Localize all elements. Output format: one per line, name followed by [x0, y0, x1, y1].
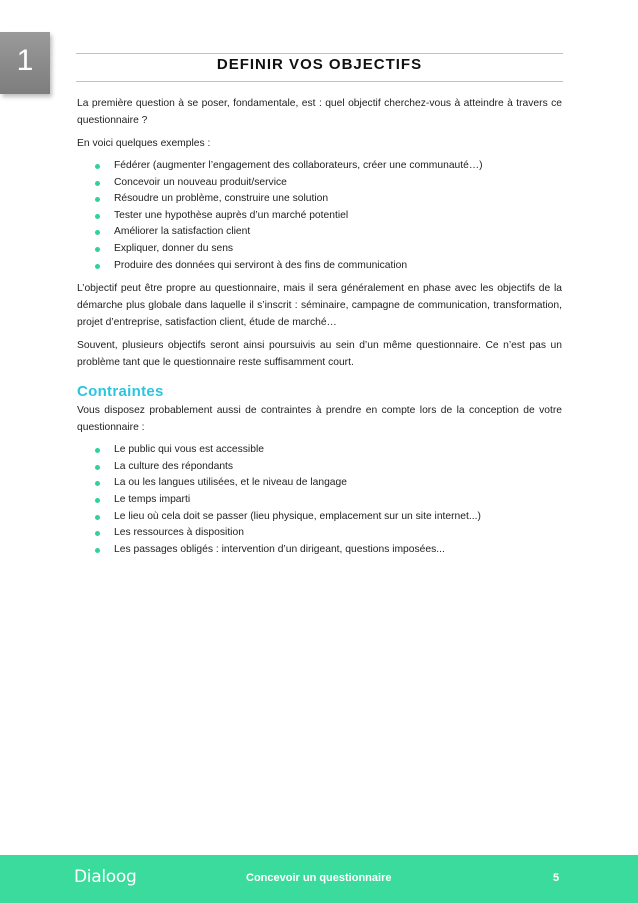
dialoog-logo: Dialoog	[74, 867, 137, 887]
list-item: Résoudre un problème, construire une solution	[114, 191, 562, 208]
bullet-icon	[95, 214, 100, 219]
page-footer	[0, 855, 638, 903]
bullet-icon	[95, 247, 100, 252]
list-item: Le public qui vous est accessible	[114, 442, 562, 459]
bullet-icon	[95, 481, 100, 486]
chapter-number-tab: 1	[0, 32, 50, 94]
list-item: Fédérer (augmenter l’engagement des collaborateurs, créer une communauté…)	[114, 158, 562, 175]
footer-document-title: Concevoir un questionnaire	[246, 872, 392, 884]
page-content	[77, 95, 562, 564]
examples-list	[77, 158, 562, 274]
bullet-icon	[95, 465, 100, 470]
list-item: Améliorer la satisfaction client	[114, 224, 562, 241]
list-item: Le lieu où cela doit se passer (lieu physique, emplacement sur un site internet...)	[114, 509, 562, 526]
bullet-icon	[95, 498, 100, 503]
bullet-icon	[95, 230, 100, 235]
constraints-lead: Vous disposez probablement aussi de contraintes à prendre en compte lors de la conception de votre questionnaire :	[77, 405, 562, 434]
list-item: Les passages obligés : intervention d’un dirigeant, questions imposées...	[114, 542, 562, 559]
intro-paragraph: La première question à se poser, fondamentale, est : quel objectif cherchez-vous à atteindre à travers ce questionnaire ?	[77, 98, 562, 126]
section-heading-contraintes: Contraintes	[77, 383, 164, 401]
bullet-icon	[95, 197, 100, 202]
bullet-icon	[95, 164, 100, 169]
bullet-icon	[95, 548, 100, 553]
constraints-list	[77, 442, 562, 558]
list-item: Concevoir un nouveau produit/service	[114, 175, 562, 192]
list-item: Tester une hypothèse auprès d’un marché potentiel	[114, 208, 562, 225]
bullet-icon	[95, 448, 100, 453]
bullet-icon	[95, 531, 100, 536]
bullet-icon	[95, 264, 100, 269]
multiple-objectives-paragraph: Souvent, plusieurs objectifs seront ainsi poursuivis au sein d’un même questionnaire. Ce n’est pas un problème tant que le questionnaire reste suffisamment court.	[77, 340, 562, 369]
examples-lead: En voici quelques exemples :	[77, 138, 211, 149]
chapter-title: DEFINIR VOS OBJECTIFS	[216, 56, 423, 73]
list-item: Produire des données qui serviront à des fins de communication	[114, 258, 562, 275]
list-item: Les ressources à disposition	[114, 525, 562, 542]
objective-paragraph: L’objectif peut être propre au questionnaire, mais il sera généralement en phase avec les objectifs de la démarche plus globale dans laquelle il s’inscrit : séminaire, campagne de communication, transformation, projet d’entreprise, satisfaction client, étude de marché…	[77, 283, 562, 329]
bullet-icon	[95, 181, 100, 186]
list-item: Expliquer, donner du sens	[114, 241, 562, 258]
page-number: 5	[553, 872, 560, 884]
title-rule-bottom	[76, 81, 563, 82]
list-item: Le temps imparti	[114, 492, 562, 509]
bullet-icon	[95, 515, 100, 520]
title-rule-top	[76, 53, 563, 54]
list-item: La culture des répondants	[114, 459, 562, 476]
list-item: La ou les langues utilisées, et le niveau de langage	[114, 475, 562, 492]
